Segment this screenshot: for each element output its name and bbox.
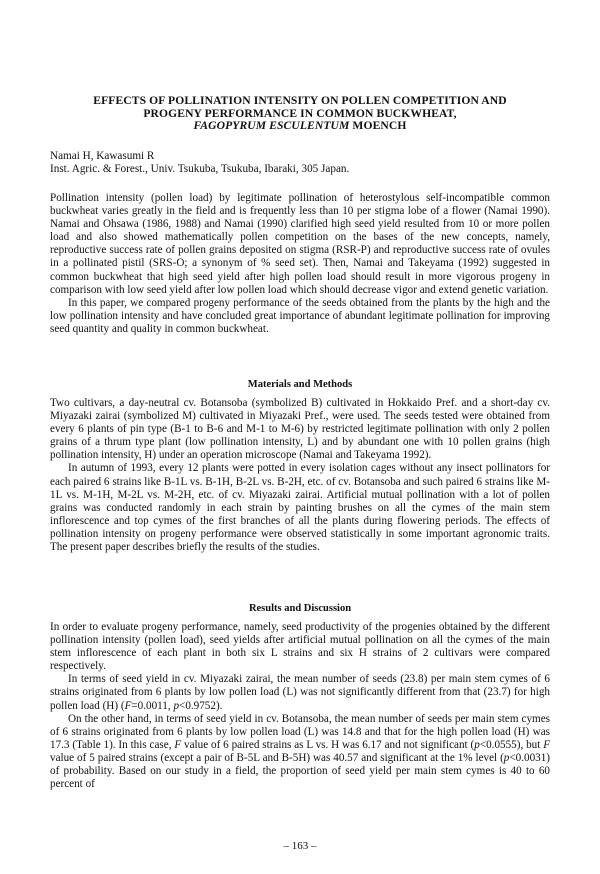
paper-title: [60, 95, 540, 133]
introduction: [50, 192, 550, 336]
authors: Namai H, Kawasumi R: [50, 150, 155, 162]
affiliation: Inst. Agric. & Forest., Univ. Tsukuba, Tsukuba, Ibaraki, 305 Japan.: [50, 163, 350, 175]
results-paragraph-1: In order to evaluate progeny performance, namely, seed productivity of the progenies obtained by the different pollination intensity (pollen load), seed yields after artificial mutual pollination on all the cymes of the main stem inflorescence of each plant in both six L strains and six H strains of 2 cultivars were compared respectively.: [50, 621, 550, 673]
methods-paragraph-1: Two cultivars, a day-neutral cv. Botansoba (symbolized B) cultivated in Hokkaido Pref. and a short-day cv. Miyazaki zairai (symbolized M) cultivated in Miyazaki Pref., were used. The seeds tested were obtained from every 6 plants of pin type (B-1 to B-6 and M-1 to M-6) by restricted legitimate pollination with only 2 pollen grains of a thrum type plant (low pollination intensity, L) and by abundant one with 10 pollen grains (high pollination intensity, H) under an operation microscope (Namai and Takeyama 1992).: [50, 397, 550, 462]
species-authority: MOENCH: [349, 119, 407, 132]
results-paragraph-3: On the other hand, in terms of seed yield in cv. Botansoba, the mean number of seeds per main stem cymes of 6 strains originated from 6 plants by low pollen load (L) was 14.8 and that for the high pollen load (H) was 17.3 (Table 1). In this case, F value of 6 paired strains as L vs. H was 6.17 and not significant (p<0.0555), but F value of 5 paired strains (except a pair of B-5L and B-5H) was 40.57 and significant at the 1% level (p<0.0031) of probability. Based on our study in a field, the proportion of seed yield per main stem cymes is 40 to 60 percent of: [50, 712, 550, 791]
results-section: [50, 621, 550, 791]
methods-heading: Materials and Methods: [247, 379, 353, 390]
intro-paragraph-2: In this paper, we compared progeny performance of the seeds obtained from the plants by the high and the low pollination intensity and have concluded great importance of abundant legitimate pollination for improving seed quantity and quality in common buckwheat.: [50, 296, 550, 335]
title-line-2: PROGENY PERFORMANCE IN COMMON BUCKWHEAT,: [143, 106, 457, 120]
methods-section: [50, 397, 550, 554]
title-line-3: [60, 120, 540, 133]
methods-paragraph-2: In autumn of 1993, every 12 plants were potted in every isolation cages without any insect pollinators for each paired 6 strains like B-1L vs. B-1H, B-2L vs. B-2H, etc. of cv. Botansoba and such paired 6 strains like M-1L vs. M-1H, M-2L vs. M-2H, etc. of cv. Miyazaki zairai. Artificial mutual pollination with a lot of pollen grains was conducted randomly in each strain by painting brushes on all the cymes of the main stem inflorescence and top cymes of the first branches of all the plants during flowering periods. The effects of pollination intensity on progeny performance were observed statistically in some important agronomic traits. The present paper describes briefly the results of the studies.: [50, 462, 550, 554]
results-paragraph-2: In terms of seed yield in cv. Miyazaki zairai, the mean number of seeds (23.8) per main stem cymes of 6 strains originated from 6 plants by low pollen load (L) was not significantly different from that (23.7) for high pollen load (H) (F=0.0011, p<0.9752).: [50, 673, 550, 712]
results-heading: Results and Discussion: [248, 603, 352, 614]
intro-paragraph-1: Pollination intensity (pollen load) by legitimate pollination of heterostylous self-incompatible common buckwheat varies greatly in the field and is frequently less than 10 per stigma lobe of a flower (Namai 1990). Namai and Ohsawa (1986, 1988) and Namai (1990) clarified high seed yield resulted from 10 or more pollen load and also showed mathematically pollen competition on the bases of the new concepts, namely, reproductive success rate of pollen grains deposited on stigma (RSR-P) and reproductive success rate of ovules in a pollinated pistil (SRS-O; a synonym of % seed set). Then, Namai and Takeyama (1992) suggested in common buckwheat that high seed yield after high pollen load should result in more vigorous progeny in comparison with low seed yield after low pollen load which should decrease vigor and extend genetic variation.: [50, 192, 550, 296]
title-line-1: EFFECTS OF POLLINATION INTENSITY ON POLLEN COMPETITION AND: [93, 94, 507, 107]
species-name: FAGOPYRUM ESCULENTUM: [193, 119, 350, 132]
page-number: – 163 –: [283, 840, 317, 852]
